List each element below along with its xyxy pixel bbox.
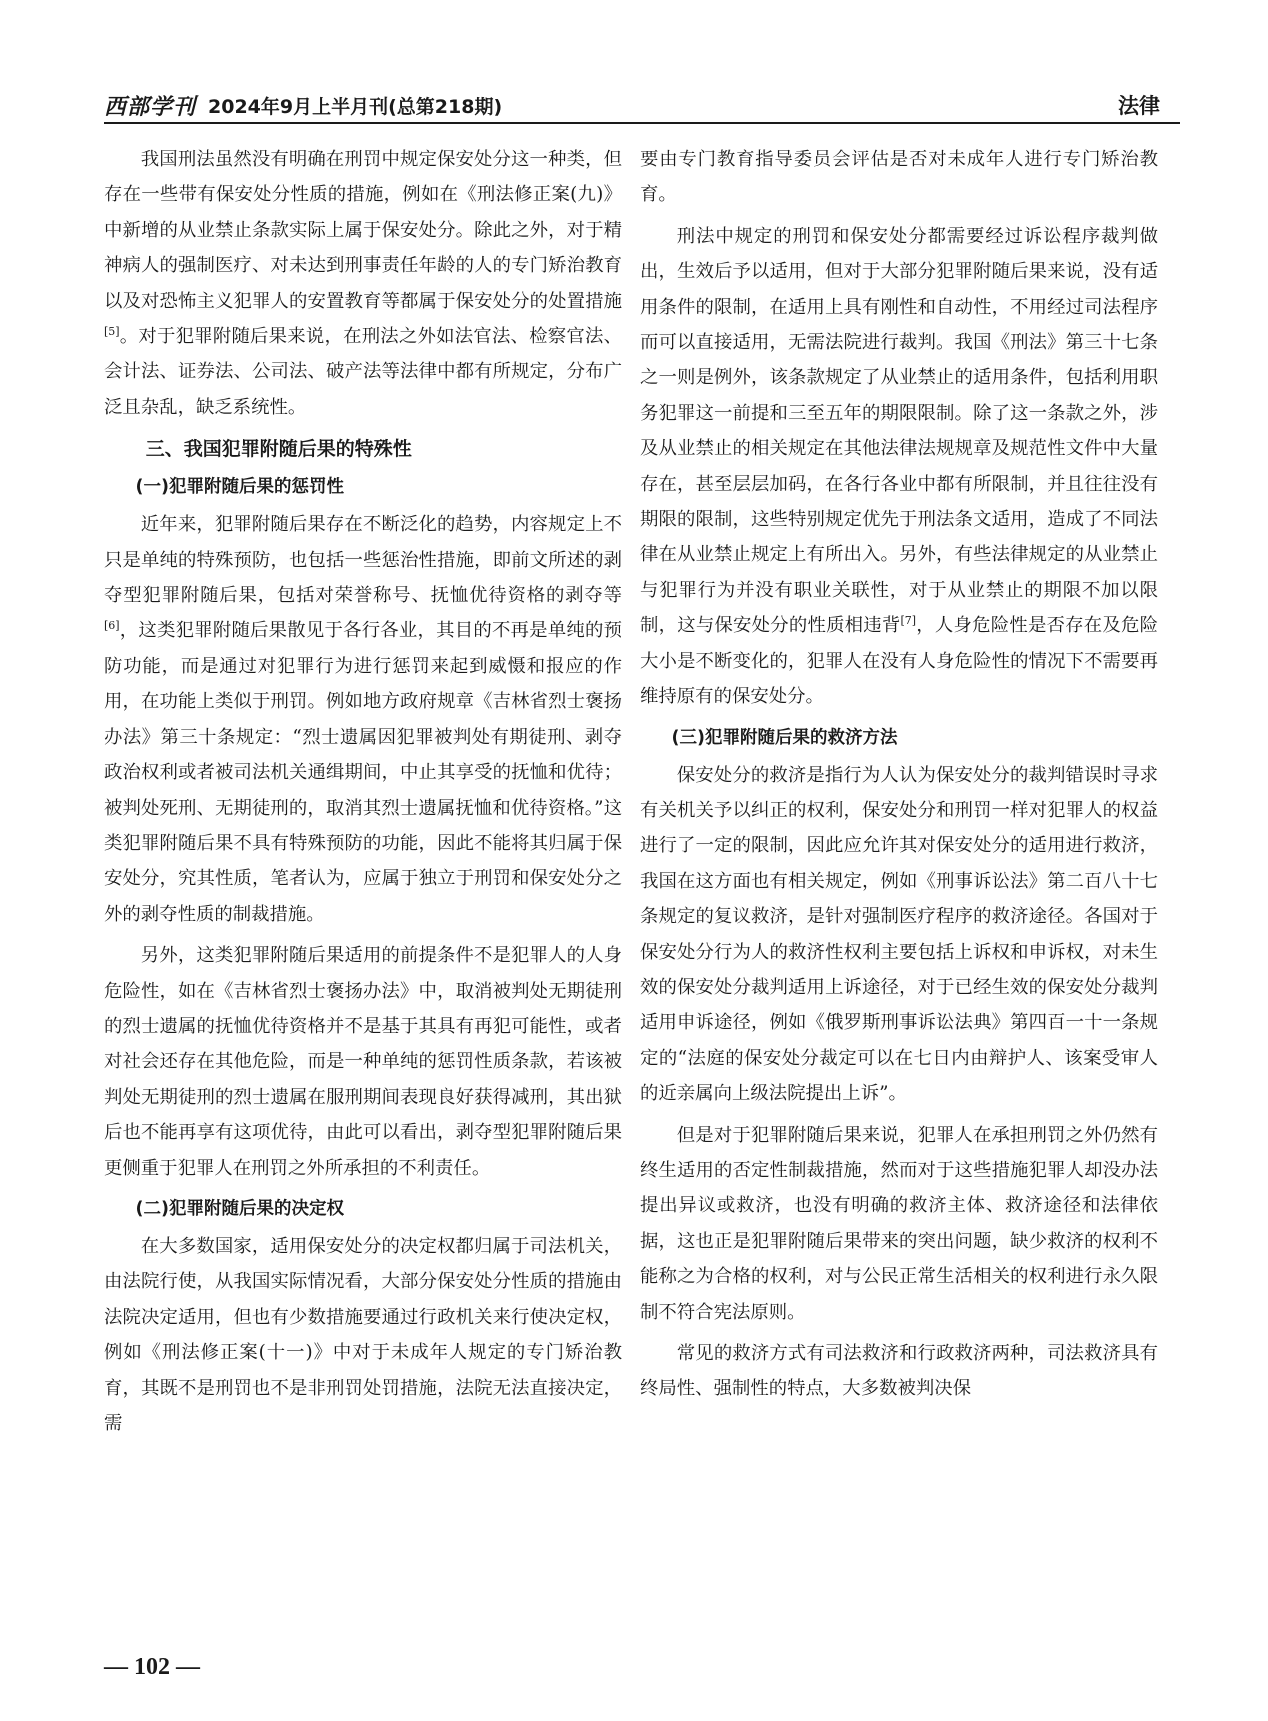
paragraph: 刑法中规定的刑罚和保安处分都需要经过诉讼程序裁判做出，生效后予以适用，但对于大部分犯罪附随后果来说，没有适用条件的限制，在适用上具有刚性和自动性，不用经过司法程序而可以直接适用，无需法院进行裁判。我国《刑法》第三十七条之一则是例外，该条款规定了从业禁止的适用条件，包括利用职务犯罪这一前提和三至五年的期限限制。除了这一条款之外，涉及从业禁止的相关规定在其他法律法规规章及规范性文件中大量存在，甚至层层加码，在各行各业中都有所限制，并且往往没有期限的限制，这些特别规定优先于刑法条文适用，造成了不同法律在从业禁止规定上有所出入。另外，有些法律规定的从业禁止与犯罪行为并没有职业关联性，对于从业禁止的期限不加以限制，这与保安处分的性质相违背[7]，人身危险性是否存在及危险大小是不断变化的，犯罪人在没有人身危险性的情况下不需要再维持原有的保安处分。 bbox=[640, 225, 1158, 708]
subsection-heading: (二)犯罪附随后果的决定权 bbox=[135, 1198, 344, 1219]
paragraph: 但是对于犯罪附随后果来说，犯罪人在承担刑罚之外仍然有终生适用的否定性制裁措施，然而对于这些措施犯罪人却没办法提出异议或救济，也没有明确的救济主体、救济途径和法律依据，这也正是犯罪附随后果带来的突出问题，缺少救济的权利不能称之为合格的权利，对与公民正常生活相关的权利进行永久限制不符合宪法原则。 bbox=[640, 1124, 1158, 1323]
paragraph: 另外，这类犯罪附随后果适用的前提条件不是犯罪人的人身危险性，如在《吉林省烈士褒扬办法》中，取消被判处无期徒刑的烈士遗属的抚恤优待资格并不是基于其具有再犯可能性，或者对社会还存在其他危险，而是一种单纯的惩罚性质条款，若该被判处无期徒刑的烈士遗属在服刑期间表现良好获得减刑，其出狱后也不能再享有这项优待，由此可以看出，剥夺型犯罪附随后果更侧重于犯罪人在刑罚之外所承担的不利责任。 bbox=[104, 945, 622, 1179]
right-column bbox=[640, 142, 1158, 1413]
issue-info: 2024年9月上半月刊(总第218期) bbox=[208, 96, 503, 118]
paragraph: 保安处分的救济是指行为人认为保安处分的裁判错误时寻求有关机关予以纠正的权利，保安处分和刑罚一样对犯罪人的权益进行了一定的限制，因此应允许其对保安处分的适用进行救济，我国在这方面也有相关规定，例如《刑事诉讼法》第二百八十七条规定的复议救济，是针对强制医疗程序的救济途径。各国对于保安处分行为人的救济性权利主要包括上诉权和申诉权，对未生效的保安处分裁判适用上诉途径，对于已经生效的保安处分裁判适用申诉途径，例如《俄罗斯刑事诉讼法典》第四百一十一条规定的“法庭的保安处分裁定可以在七日内由辩护人、该案受审人的近亲属向上级法院提出上诉”。 bbox=[640, 764, 1158, 1105]
citation: [6] bbox=[104, 619, 120, 633]
paragraph: 常见的救济方式有司法救济和行政救济两种，司法救济具有终局性、强制性的特点，大多数被判决保 bbox=[640, 1343, 1158, 1400]
section-heading: 三、我国犯罪附随后果的特殊性 bbox=[145, 438, 412, 461]
paragraph: 我国刑法虽然没有明确在刑罚中规定保安处分这一种类，但存在一些带有保安处分性质的措施，例如在《刑法修正案(九)》中新增的从业禁止条款实际上属于保安处分。除此之外，对于精神病人的强制医疗、对未达到刑事责任年龄的人的专门矫治教育以及对恐怖主义犯罪人的安置教育等都属于保安处分的处置措施[5]。对于犯罪附随后果来说，在刑法之外如法官法、检察官法、会计法、证券法、公司法、破产法等法律中都有所规定，分布广泛且杂乱，缺乏系统性。 bbox=[104, 149, 622, 418]
citation: [7] bbox=[900, 614, 917, 628]
paragraph: 在大多数国家，适用保安处分的决定权都归属于司法机关，由法院行使，从我国实际情况看，大部分保安处分性质的措施由法院决定适用，但也有少数措施要通过行政机关来行使决定权，例如《刑法修正案(十一)》中对于未成年人规定的专门矫治教育，其既不是刑罚也不是非刑罚处罚措施，法院无法直接决定，需 bbox=[104, 1235, 622, 1434]
running-header bbox=[104, 86, 1180, 124]
page-number: — 102 — bbox=[104, 1654, 200, 1680]
section-label: 法律 bbox=[1118, 94, 1160, 118]
left-column bbox=[104, 142, 622, 1447]
subsection-heading: (一)犯罪附随后果的惩罚性 bbox=[135, 477, 344, 498]
subsection-heading: (三)犯罪附随后果的救济方法 bbox=[671, 727, 898, 748]
citation: [5] bbox=[104, 324, 120, 338]
journal-masthead: 西部学刊 bbox=[104, 94, 197, 120]
paragraph-continued: 要由专门教育指导委员会评估是否对未成年人进行专门矫治教育。 bbox=[640, 149, 1158, 206]
paragraph: 近年来，犯罪附随后果存在不断泛化的趋势，内容规定上不只是单纯的特殊预防，也包括一些惩治性措施，即前文所述的剥夺型犯罪附随后果，包括对荣誉称号、抚恤优待资格的剥夺等[6]，这类犯罪附随后果散见于各行各业，其目的不再是单纯的预防功能，而是通过对犯罪行为进行惩罚来起到威慑和报应的作用，在功能上类似于刑罚。例如地方政府规章《吉林省烈士褒扬办法》第三十条规定：“烈士遗属因犯罪被判处有期徒刑、剥夺政治权利或者被司法机关通缉期间，中止其享受的抚恤和优待；被判处死刑、无期徒刑的，取消其烈士遗属抚恤和优待资格。”这类犯罪附随后果不具有特殊预防的功能，因此不能将其归属于保安处分，究其性质，笔者认为，应属于独立于刑罚和保安处分之外的剥夺性质的制裁措施。 bbox=[104, 514, 622, 925]
